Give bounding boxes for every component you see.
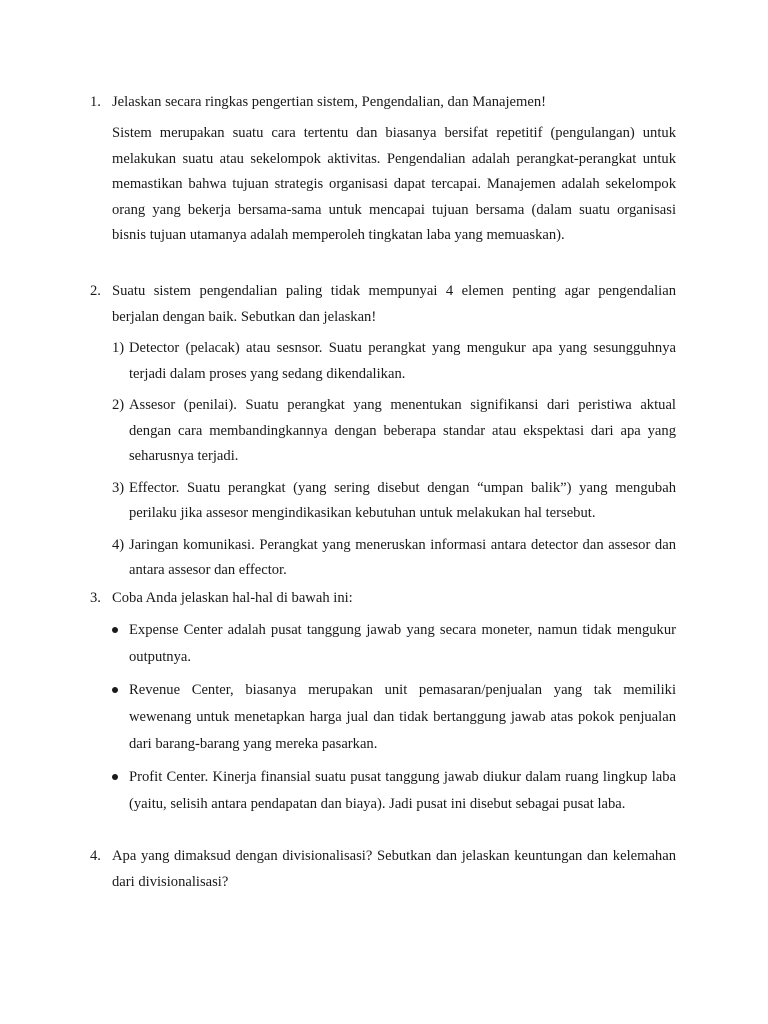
question-number: 2.: [90, 283, 101, 299]
list-item-number: 3): [112, 479, 125, 496]
question-number: 4.: [90, 848, 101, 864]
question-number: 3.: [90, 590, 101, 606]
question-text: Apa yang dimaksud dengan divisionalisasi? Sebutkan dan jelaskan keuntungan dan kelemahan dari divisionalisasi?: [112, 848, 676, 890]
question-text: Suatu sistem pengendalian paling tidak mempunyai 4 elemen penting agar pengendalian berjalan dengan baik. Sebutkan dan jelaskan!: [112, 283, 676, 325]
list-item-text: Assesor (penilai). Suatu perangkat yang menentukan signifikansi dari peristiwa aktual dengan cara membandingkannya dengan beberapa standar atau ekspektasi dari apa yang seharusnya terjadi.: [129, 397, 676, 464]
bullet-text: Revenue Center, biasanya merupakan unit pemasaran/penjualan yang tak memiliki wewenang untuk menetapkan harga jual dan tidak bertanggung jawab atas pokok penjualan dari barang-barang yang mereka pasarkan.: [129, 682, 676, 752]
question-4: [90, 843, 676, 895]
list-item: [112, 533, 676, 584]
answer-text: Sistem merupakan suatu cara tertentu dan biasanya bersifat repetitif (pengulangan) untuk melakukan suatu atau sekelompok aktivitas. Pengendalian adalah perangkat-perangkat untuk memastikan bahwa tujuan strategis organisasi dapat tercapai. Manajemen adalah sekelompok orang yang bekerja bersama-sama untuk mencapai tujuan bersama (dalam suatu organisasi bisnis tujuan utamanya adalah memperoleh tingkatan laba yang memuaskan).: [112, 125, 676, 243]
question-1: [90, 89, 676, 249]
list-item: [112, 336, 676, 387]
bullet-item: [112, 617, 676, 671]
bullet-text: Profit Center. Kinerja finansial suatu pusat tanggung jawab diukur dalam ruang lingkup laba (yaitu, selisih antara pendapatan dan biaya). Jadi pusat ini disebut sebagai pusat laba.: [129, 769, 676, 812]
question-3: [90, 585, 676, 818]
list-item-text: Jaringan komunikasi. Perangkat yang meneruskan informasi antara detector dan assesor dan antara assesor dan effector.: [129, 536, 676, 578]
list-item-number: 2): [112, 397, 125, 413]
bullet-item: [112, 764, 676, 818]
bullet-icon: [112, 774, 118, 780]
bullet-text: Expense Center adalah pusat tanggung jawab yang secara moneter, namun tidak mengukur outputnya.: [129, 622, 676, 665]
list-item-number: 4): [112, 536, 125, 553]
list-item-number: 1): [112, 340, 125, 356]
list-item-text: Effector. Suatu perangkat (yang sering disebut dengan “umpan balik”) yang mengubah perilaku jika assesor mengindikasikan kebutuhan untuk melakukan hal tersebut.: [129, 479, 676, 521]
list-item: [112, 476, 676, 527]
question-2: [90, 278, 676, 584]
list-item-text: Detector (pelacak) atau sesnsor. Suatu perangkat yang mengukur apa yang sesungguhnya terjadi dalam proses yang sedang dikendalikan.: [129, 340, 676, 382]
question-number: 1.: [90, 94, 101, 110]
list-item: [112, 393, 676, 470]
question-text: Coba Anda jelaskan hal-hal di bawah ini:: [112, 590, 353, 606]
bullet-item: [112, 677, 676, 758]
question-text: Jelaskan secara ringkas pengertian sistem, Pengendalian, dan Manajemen!: [112, 94, 547, 110]
bullet-icon: [112, 627, 118, 633]
bullet-icon: [112, 687, 118, 693]
